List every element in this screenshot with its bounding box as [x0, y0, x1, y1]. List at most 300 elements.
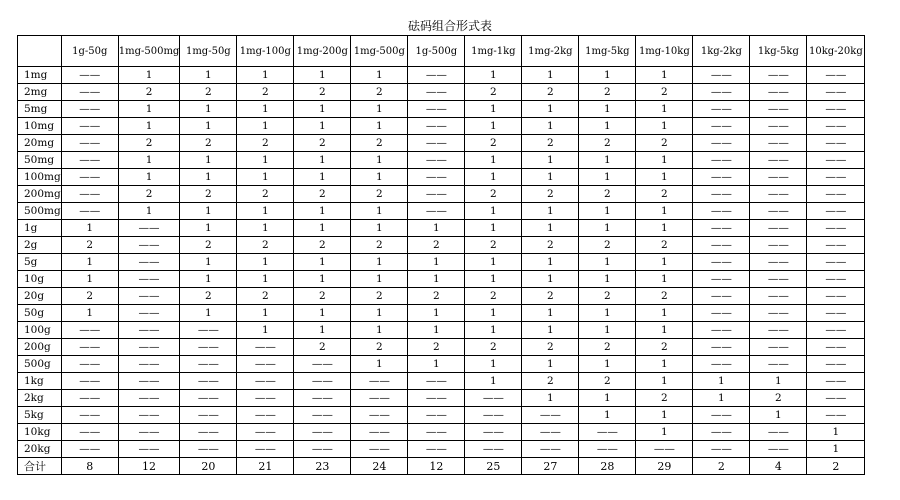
table-cell: ——	[61, 118, 118, 135]
table-cell: ——	[351, 373, 408, 390]
table-row	[18, 135, 865, 152]
table-row	[18, 118, 865, 135]
table-cell: 1	[180, 203, 237, 220]
table-cell: 1	[180, 67, 237, 84]
table-cell: ——	[750, 356, 807, 373]
table-cell: 2	[294, 135, 351, 152]
table-cell: 1	[294, 67, 351, 84]
table-cell: 1	[237, 203, 294, 220]
table-cell: ——	[61, 356, 118, 373]
table-cell: 1	[579, 169, 636, 186]
table-cell: ——	[180, 390, 237, 407]
table-cell: ——	[351, 441, 408, 458]
table-cell: 12	[118, 458, 180, 475]
table-cell: 2	[351, 135, 408, 152]
table-cell: 1	[61, 305, 118, 322]
column-header: 1mg-100g	[237, 36, 294, 67]
table-cell: ——	[750, 254, 807, 271]
table-cell: ——	[750, 152, 807, 169]
table-cell: 1	[351, 203, 408, 220]
row-label: 1mg	[18, 67, 62, 84]
table-cell: ——	[693, 186, 750, 203]
table-cell: 1	[180, 118, 237, 135]
row-label: 5g	[18, 254, 62, 271]
row-label: 5mg	[18, 101, 62, 118]
table-cell: 1	[351, 305, 408, 322]
table-cell: 1	[579, 356, 636, 373]
table-cell: 2	[465, 135, 522, 152]
table-cell: 2	[579, 84, 636, 101]
table-cell: 2	[579, 237, 636, 254]
table-cell: ——	[61, 186, 118, 203]
table-cell: ——	[294, 407, 351, 424]
table-cell: 2	[579, 339, 636, 356]
column-header: 1g-50g	[61, 36, 118, 67]
table-cell: ——	[693, 135, 750, 152]
table-cell: 2	[522, 186, 579, 203]
table-cell: ——	[750, 101, 807, 118]
row-label: 10mg	[18, 118, 62, 135]
table-cell: ——	[750, 441, 807, 458]
total-row	[18, 458, 865, 475]
table-cell: 1	[465, 373, 522, 390]
table-cell: 1	[351, 101, 408, 118]
table-cell: 20	[180, 458, 237, 475]
table-cell: 1	[522, 271, 579, 288]
table-cell: 1	[522, 118, 579, 135]
table-cell: ——	[237, 424, 294, 441]
table-cell: ——	[693, 254, 750, 271]
table-row	[18, 84, 865, 101]
table-cell: 1	[636, 220, 693, 237]
column-header: 1mg-1kg	[465, 36, 522, 67]
table-row	[18, 339, 865, 356]
table-cell: ——	[61, 67, 118, 84]
table-cell: 2	[180, 186, 237, 203]
table-cell: 1	[351, 67, 408, 84]
table-cell: 1	[693, 373, 750, 390]
table-cell: ——	[807, 152, 865, 169]
header-row	[18, 36, 865, 67]
table-cell: 1	[118, 169, 180, 186]
table-cell: ——	[750, 169, 807, 186]
table-cell: 2	[61, 288, 118, 305]
row-label: 5kg	[18, 407, 62, 424]
table-cell: 12	[408, 458, 465, 475]
table-cell: 2	[750, 390, 807, 407]
table-cell: ——	[61, 84, 118, 101]
table-cell: ——	[180, 441, 237, 458]
table-cell: 1	[636, 373, 693, 390]
table-cell: ——	[807, 373, 865, 390]
table-cell: 2	[579, 373, 636, 390]
table-row	[18, 186, 865, 203]
table-cell: 2	[636, 186, 693, 203]
table-cell: ——	[408, 118, 465, 135]
table-cell: 25	[465, 458, 522, 475]
table-title: 砝码组合形式表	[407, 19, 492, 33]
table-cell: ——	[750, 322, 807, 339]
table-cell: 27	[522, 458, 579, 475]
table-cell: 2	[408, 288, 465, 305]
table-cell: 1	[579, 305, 636, 322]
table-cell: 2	[693, 458, 750, 475]
table-cell: 1	[180, 220, 237, 237]
table-cell: ——	[693, 356, 750, 373]
table-row	[18, 390, 865, 407]
table-cell: 1	[579, 101, 636, 118]
table-cell: 1	[408, 322, 465, 339]
table-cell: ——	[693, 203, 750, 220]
table-cell: ——	[465, 424, 522, 441]
table-cell: 1	[294, 305, 351, 322]
table-cell: 1	[522, 101, 579, 118]
table-cell: ——	[807, 339, 865, 356]
table-cell: 1	[636, 101, 693, 118]
table-cell: ——	[807, 356, 865, 373]
row-label: 50mg	[18, 152, 62, 169]
table-cell: 2	[636, 237, 693, 254]
table-cell: ——	[118, 441, 180, 458]
table-cell: ——	[408, 407, 465, 424]
table-cell: 1	[636, 118, 693, 135]
table-cell: 4	[750, 458, 807, 475]
table-cell: 2	[636, 84, 693, 101]
table-cell: 2	[351, 237, 408, 254]
table-cell: 1	[579, 152, 636, 169]
table-row	[18, 441, 865, 458]
table-cell: 1	[294, 271, 351, 288]
table-cell: 1	[522, 67, 579, 84]
table-cell: ——	[750, 237, 807, 254]
table-row	[18, 101, 865, 118]
table-cell: 1	[636, 356, 693, 373]
table-cell: 1	[693, 390, 750, 407]
table-cell: 2	[294, 237, 351, 254]
table-cell: ——	[118, 220, 180, 237]
table-cell: 2	[180, 84, 237, 101]
table-cell: 1	[408, 254, 465, 271]
table-cell: 1	[465, 203, 522, 220]
table-cell: ——	[579, 441, 636, 458]
table-cell: ——	[180, 356, 237, 373]
table-cell: 2	[636, 135, 693, 152]
table-cell: 2	[237, 84, 294, 101]
table-row	[18, 67, 865, 84]
table-cell: 1	[118, 118, 180, 135]
table-row	[18, 271, 865, 288]
column-header: 1kg-5kg	[750, 36, 807, 67]
table-cell: 1	[351, 271, 408, 288]
table-cell: ——	[294, 441, 351, 458]
table-cell: ——	[408, 373, 465, 390]
table-cell: ——	[61, 373, 118, 390]
column-header: 1mg-500g	[351, 36, 408, 67]
table-cell: ——	[118, 390, 180, 407]
table-cell: ——	[807, 288, 865, 305]
table-cell: 1	[180, 152, 237, 169]
table-cell: 1	[636, 254, 693, 271]
table-cell: ——	[693, 424, 750, 441]
table-cell: ——	[522, 424, 579, 441]
table-cell: ——	[61, 441, 118, 458]
table-cell: ——	[118, 254, 180, 271]
table-cell: 1	[465, 169, 522, 186]
table-cell: 2	[351, 84, 408, 101]
table-cell: ——	[118, 271, 180, 288]
table-row	[18, 203, 865, 220]
table-cell: 1	[180, 101, 237, 118]
table-cell: 1	[465, 271, 522, 288]
table-cell: ——	[807, 118, 865, 135]
corner-cell	[18, 36, 62, 67]
table-cell: ——	[807, 101, 865, 118]
table-cell: ——	[294, 390, 351, 407]
table-cell: ——	[180, 322, 237, 339]
row-label: 2g	[18, 237, 62, 254]
table-cell: ——	[61, 322, 118, 339]
table-cell: ——	[807, 67, 865, 84]
table-cell: 2	[807, 458, 865, 475]
table-cell: ——	[807, 169, 865, 186]
table-row	[18, 305, 865, 322]
table-cell: 1	[408, 305, 465, 322]
table-cell: ——	[693, 101, 750, 118]
table-cell: ——	[807, 305, 865, 322]
table-cell: ——	[118, 322, 180, 339]
table-cell: 1	[294, 101, 351, 118]
table-cell: ——	[693, 407, 750, 424]
table-cell: 1	[118, 101, 180, 118]
table-cell: 1	[465, 322, 522, 339]
table-cell: ——	[61, 169, 118, 186]
table-cell: 1	[180, 271, 237, 288]
table-cell: 1	[522, 203, 579, 220]
table-cell: 29	[636, 458, 693, 475]
table-cell: 1	[579, 271, 636, 288]
table-cell: 2	[522, 237, 579, 254]
table-cell: 24	[351, 458, 408, 475]
table-cell: 1	[522, 305, 579, 322]
table-cell: ——	[522, 441, 579, 458]
table-cell: 1	[579, 203, 636, 220]
table-cell: 1	[294, 254, 351, 271]
table-cell: ——	[693, 152, 750, 169]
row-label: 2mg	[18, 84, 62, 101]
table-cell: ——	[61, 152, 118, 169]
table-cell: 1	[237, 322, 294, 339]
table-cell: 2	[636, 288, 693, 305]
table-cell: ——	[408, 84, 465, 101]
table-cell: 2	[237, 288, 294, 305]
table-row	[18, 288, 865, 305]
row-label: 合计	[18, 458, 62, 475]
table-cell: 1	[522, 390, 579, 407]
table-cell: ——	[61, 135, 118, 152]
table-cell: 1	[522, 169, 579, 186]
table-cell: 1	[351, 356, 408, 373]
table-cell: ——	[180, 339, 237, 356]
table-cell: 1	[579, 322, 636, 339]
table-cell: ——	[408, 135, 465, 152]
table-cell: 1	[636, 305, 693, 322]
table-cell: ——	[807, 135, 865, 152]
table-cell: 8	[61, 458, 118, 475]
table-cell: 1	[237, 220, 294, 237]
table-cell: ——	[118, 237, 180, 254]
table-cell: 2	[61, 237, 118, 254]
table-cell: ——	[522, 407, 579, 424]
table-cell: ——	[408, 441, 465, 458]
table-cell: ——	[693, 288, 750, 305]
table-cell: 1	[351, 152, 408, 169]
table-cell: ——	[465, 441, 522, 458]
table-cell: ——	[807, 220, 865, 237]
table-cell: 1	[237, 152, 294, 169]
table-cell: 1	[237, 254, 294, 271]
table-cell: 1	[465, 305, 522, 322]
table-cell: ——	[807, 237, 865, 254]
table-cell: ——	[408, 152, 465, 169]
table-cell: 1	[351, 169, 408, 186]
table-cell: 1	[237, 118, 294, 135]
table-cell: ——	[693, 67, 750, 84]
table-cell: 1	[636, 407, 693, 424]
table-cell: ——	[408, 169, 465, 186]
table-cell: ——	[750, 305, 807, 322]
table-cell: ——	[294, 424, 351, 441]
table-cell: ——	[579, 424, 636, 441]
table-cell: 1	[579, 390, 636, 407]
table-cell: 23	[294, 458, 351, 475]
row-label: 1g	[18, 220, 62, 237]
table-cell: 1	[579, 67, 636, 84]
table-cell: ——	[465, 407, 522, 424]
table-cell: ——	[750, 288, 807, 305]
table-cell: 2	[237, 135, 294, 152]
table-cell: ——	[750, 135, 807, 152]
table-cell: ——	[750, 424, 807, 441]
table-cell: ——	[750, 203, 807, 220]
table-cell: ——	[636, 441, 693, 458]
table-cell: 1	[61, 254, 118, 271]
table-cell: ——	[693, 84, 750, 101]
table-cell: 1	[118, 203, 180, 220]
table-cell: ——	[237, 356, 294, 373]
table-cell: ——	[180, 407, 237, 424]
table-row	[18, 220, 865, 237]
weight-combination-table	[17, 35, 865, 475]
table-cell: 1	[408, 220, 465, 237]
row-label: 10kg	[18, 424, 62, 441]
column-header: 1mg-2kg	[522, 36, 579, 67]
table-row	[18, 254, 865, 271]
table-cell: ——	[807, 203, 865, 220]
table-cell: 1	[294, 152, 351, 169]
table-cell: ——	[750, 84, 807, 101]
table-cell: 2	[408, 339, 465, 356]
table-cell: ——	[693, 271, 750, 288]
table-cell: 1	[636, 169, 693, 186]
table-cell: 2	[408, 237, 465, 254]
table-cell: 21	[237, 458, 294, 475]
table-cell: ——	[118, 373, 180, 390]
table-cell: 1	[579, 220, 636, 237]
table-cell: ——	[807, 271, 865, 288]
table-cell: ——	[807, 254, 865, 271]
table-cell: 2	[465, 186, 522, 203]
table-cell: 2	[465, 288, 522, 305]
table-cell: 1	[408, 271, 465, 288]
row-label: 20kg	[18, 441, 62, 458]
table-cell: 1	[579, 254, 636, 271]
table-row	[18, 356, 865, 373]
table-cell: 1	[294, 220, 351, 237]
table-cell: ——	[807, 186, 865, 203]
table-cell: 1	[351, 322, 408, 339]
table-cell: 1	[237, 305, 294, 322]
table-cell: ——	[351, 390, 408, 407]
table-cell: ——	[118, 424, 180, 441]
table-cell: ——	[61, 390, 118, 407]
table-cell: 2	[294, 288, 351, 305]
table-cell: ——	[693, 237, 750, 254]
table-cell: 2	[118, 84, 180, 101]
table-cell: 2	[180, 135, 237, 152]
table-cell: 1	[61, 220, 118, 237]
table-cell: ——	[807, 84, 865, 101]
table-cell: 1	[636, 152, 693, 169]
table-cell: 1	[294, 322, 351, 339]
table-cell: 1	[636, 271, 693, 288]
table-cell: 2	[522, 339, 579, 356]
table-cell: 1	[465, 118, 522, 135]
table-cell: ——	[408, 390, 465, 407]
table-cell: 28	[579, 458, 636, 475]
table-cell: ——	[465, 390, 522, 407]
table-cell: 2	[522, 288, 579, 305]
column-header: 1mg-200g	[294, 36, 351, 67]
table-cell: 2	[465, 339, 522, 356]
table-cell: 1	[522, 322, 579, 339]
table-cell: 1	[465, 152, 522, 169]
table-cell: ——	[750, 118, 807, 135]
table-cell: 2	[522, 135, 579, 152]
table-cell: 2	[351, 186, 408, 203]
table-cell: ——	[693, 220, 750, 237]
table-cell: 1	[294, 169, 351, 186]
table-cell: 2	[294, 186, 351, 203]
table-cell: 1	[61, 271, 118, 288]
table-cell: 1	[636, 424, 693, 441]
table-cell: ——	[807, 322, 865, 339]
table-cell: 1	[237, 101, 294, 118]
table-cell: 1	[522, 356, 579, 373]
table-cell: 2	[351, 339, 408, 356]
table-cell: ——	[237, 373, 294, 390]
table-cell: ——	[180, 424, 237, 441]
table-cell: ——	[750, 186, 807, 203]
table-cell: ——	[408, 203, 465, 220]
table-cell: ——	[61, 101, 118, 118]
table-cell: ——	[237, 407, 294, 424]
table-cell: ——	[237, 441, 294, 458]
table-cell: 2	[351, 288, 408, 305]
table-cell: ——	[61, 339, 118, 356]
table-cell: 1	[522, 254, 579, 271]
table-cell: 1	[465, 356, 522, 373]
table-cell: ——	[408, 424, 465, 441]
